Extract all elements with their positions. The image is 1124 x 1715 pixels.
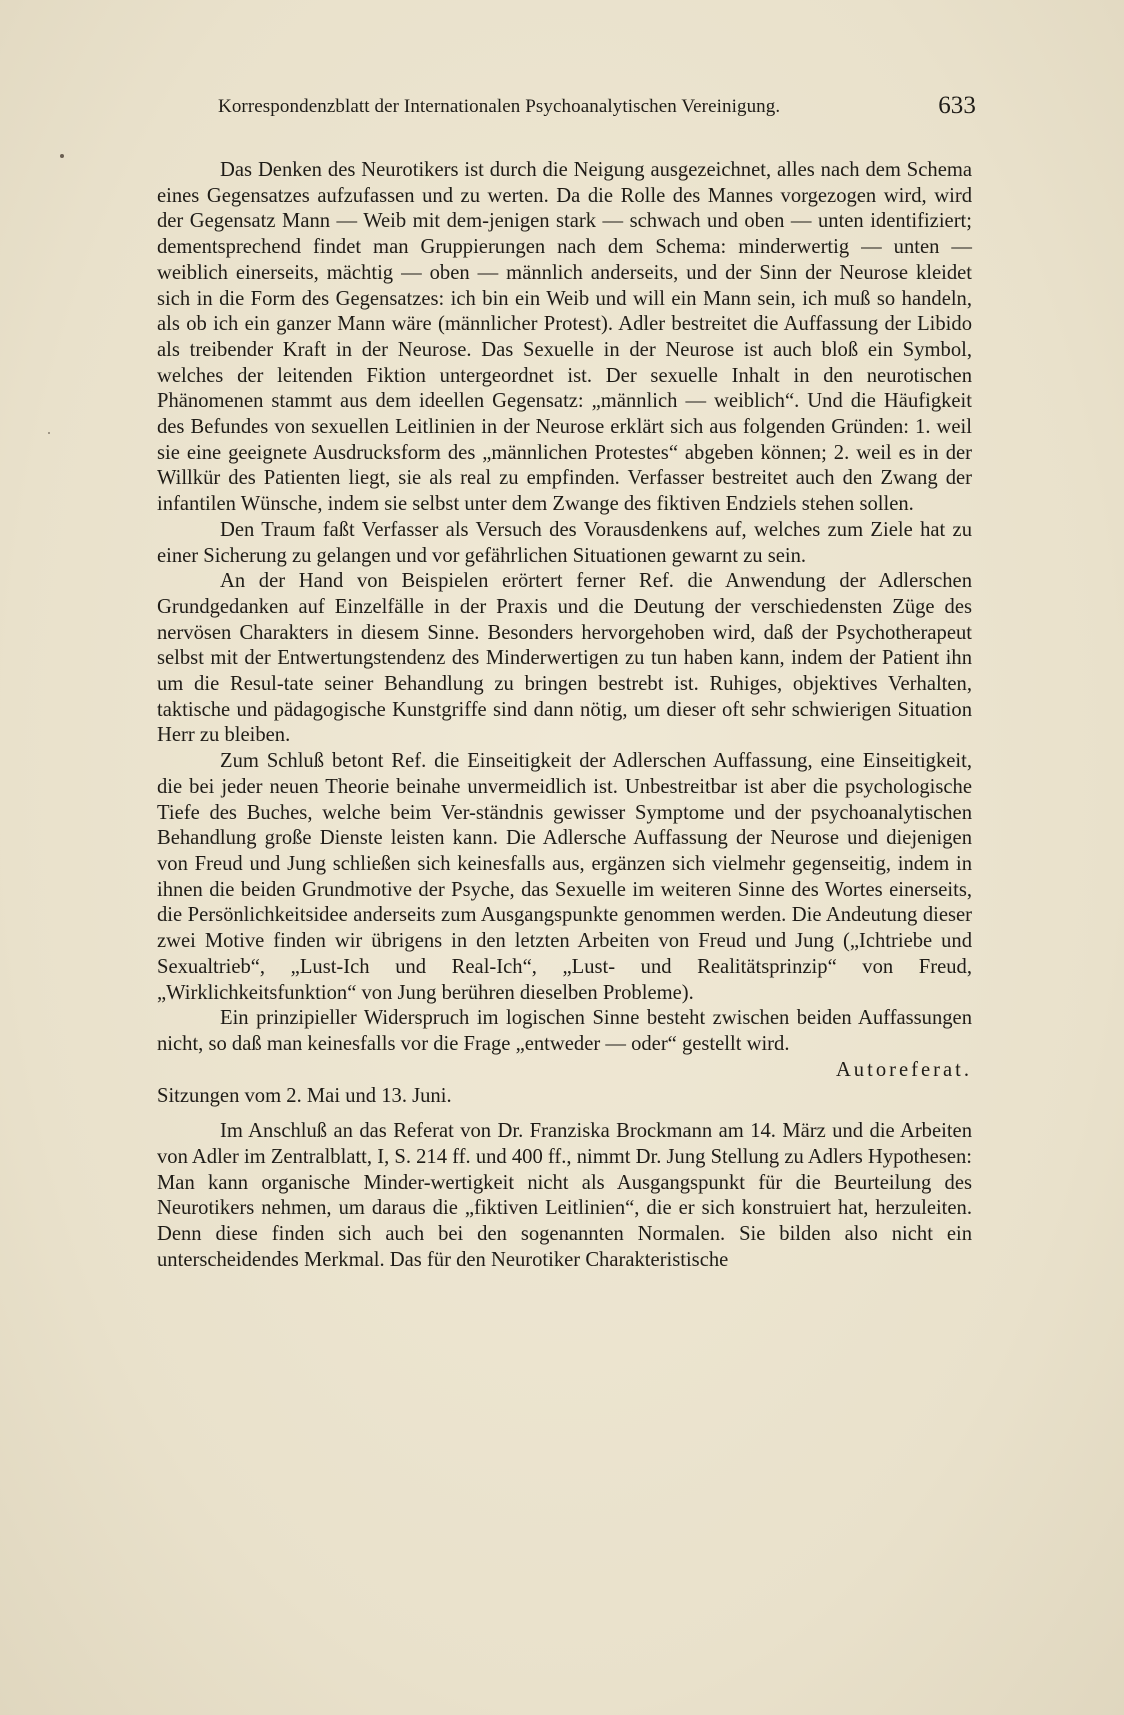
paragraph: Im Anschluß an das Referat von Dr. Franziska Brockmann am 14. März und die Arbeiten von Adler im Zentralblatt, I, S. 214 ff. und 400 ff., nimmt Dr. Jung Stellung zu Adlers Hypothesen: Man kann organische Minder-wertigkeit nicht als Ausgangspunkt für die Beurteilung des Neurotikers nehmen, um daraus die „fiktiven Leitlinien“, die er sich konstruiert hat, herzuleiten. Denn diese finden sich auch bei den sogenannten Normalen. Sie bilden also nicht ein unterscheidendes Merkmal. Das für den Neurotiker Charakteristische <box>157 1120 972 1271</box>
body-text <box>157 158 972 1274</box>
running-header <box>218 92 976 119</box>
section-heading: Sitzungen vom 2. Mai und 13. Juni. <box>157 1084 452 1107</box>
page-number: 633 <box>938 92 976 119</box>
paragraph <box>157 1006 972 1081</box>
paragraph-text: Ein prinzipieller Widerspruch im logischen Sinne besteht zwischen beiden Auffassungen nicht, so daß man keinesfalls vor die Frage „entweder — oder“ gestellt wird. <box>157 1007 972 1055</box>
ink-speck <box>60 154 64 158</box>
paragraph: Zum Schluß betont Ref. die Einseitigkeit der Adlerschen Auffassung, eine Einseitigkeit, die bei jeder neuen Theorie beinahe unvermeidlich ist. Unbestreitbar ist aber die psychologische Tiefe des Buches, welche beim Ver-ständnis gewisser Symptome und der psychoanalytischen Behandlung große Dienste leisten kann. Die Adlersche Auffassung der Neurose und diejenigen von Freud und Jung schließen sich keinesfalls aus, ergänzen sich vielmehr gegenseitig, indem in ihnen die beiden Grundmotive der Psyche, das Sexuelle im weiteren Sinne des Wortes einerseits, die Persönlichkeitsidee anderseits zum Ausgangspunkte genommen werden. Die Andeutung dieser zwei Motive finden wir übrigens in den letzten Arbeiten von Freud und Jung („Ichtriebe und Sexualtrieb“, „Lust-Ich und Real-Ich“, „Lust- und Realitätsprinzip“ von Freud, „Wirklichkeitsfunktion“ von Jung berühren dieselben Probleme). <box>157 750 972 1004</box>
paragraph: An der Hand von Beispielen erörtert ferner Ref. die Anwendung der Adlerschen Grundgedanken auf Einzelfälle in der Praxis und die Deutung der verschiedensten Züge des nervösen Charakters in diesem Sinne. Besonders hervorgehoben wird, daß der Psychotherapeut selbst mit der Entwertungstendenz des Minderwertigen zu tun haben kann, indem der Patient ihn um die Resul-tate seiner Behandlung zu bringen bestrebt ist. Ruhiges, objektives Verhalten, taktische und pädagogische Kunstgriffe sind dann nötig, um dieser oft sehr schwierigen Situation Herr zu bleiben. <box>157 570 972 747</box>
ink-speck <box>48 432 50 434</box>
paragraph: Den Traum faßt Verfasser als Versuch des Vorausdenkens auf, welches zum Ziele hat zu einer Sicherung zu gelangen und vor gefährlichen Situationen gewarnt zu sein. <box>157 518 972 567</box>
paragraph: Das Denken des Neurotikers ist durch die Neigung ausgezeichnet, alles nach dem Schema eines Gegensatzes aufzufassen und zu werten. Da die Rolle des Mannes vorgezogen wird, wird der Gegensatz Mann — Weib mit dem-jenigen stark — schwach und oben — unten identifiziert; dementsprechend findet man Gruppierungen nach dem Schema: minderwertig — unten — weiblich einerseits, mächtig — oben — männlich anderseits, und der Sinn der Neurose kleidet sich in die Form des Gegensatzes: ich bin ein Weib und will ein Mann sein, ich muß so handeln, als ob ich ein ganzer Mann wäre (männlicher Protest). Adler bestreitet die Auffassung der Libido als treibender Kraft in der Neurose. Das Sexuelle in der Neurose ist auch bloß ein Symbol, welches der leitenden Fiktion untergeordnet ist. Der sexuelle Inhalt in den neurotischen Phänomenen stammt aus dem ideellen Gegensatz: „männlich — weiblich“. Und die Häufigkeit des Befundes von sexuellen Leitlinien in der Neurose erklärt sich aus folgenden Gründen: 1. weil sie eine geeignete Ausdrucksform des „männlichen Protestes“ abgeben können; 2. weil es in der Willkür des Patienten liegt, sie als real zu empfinden. Verfasser bestreitet auch den Zwang der infantilen Wünsche, indem sie selbst unter dem Zwange des fiktiven Endziels stehen sollen. <box>157 159 972 516</box>
header-title: Korrespondenzblatt der Internationalen Psychoanalytischen Vereinigung. <box>218 96 781 117</box>
signature: Autoreferat. <box>835 1058 972 1081</box>
